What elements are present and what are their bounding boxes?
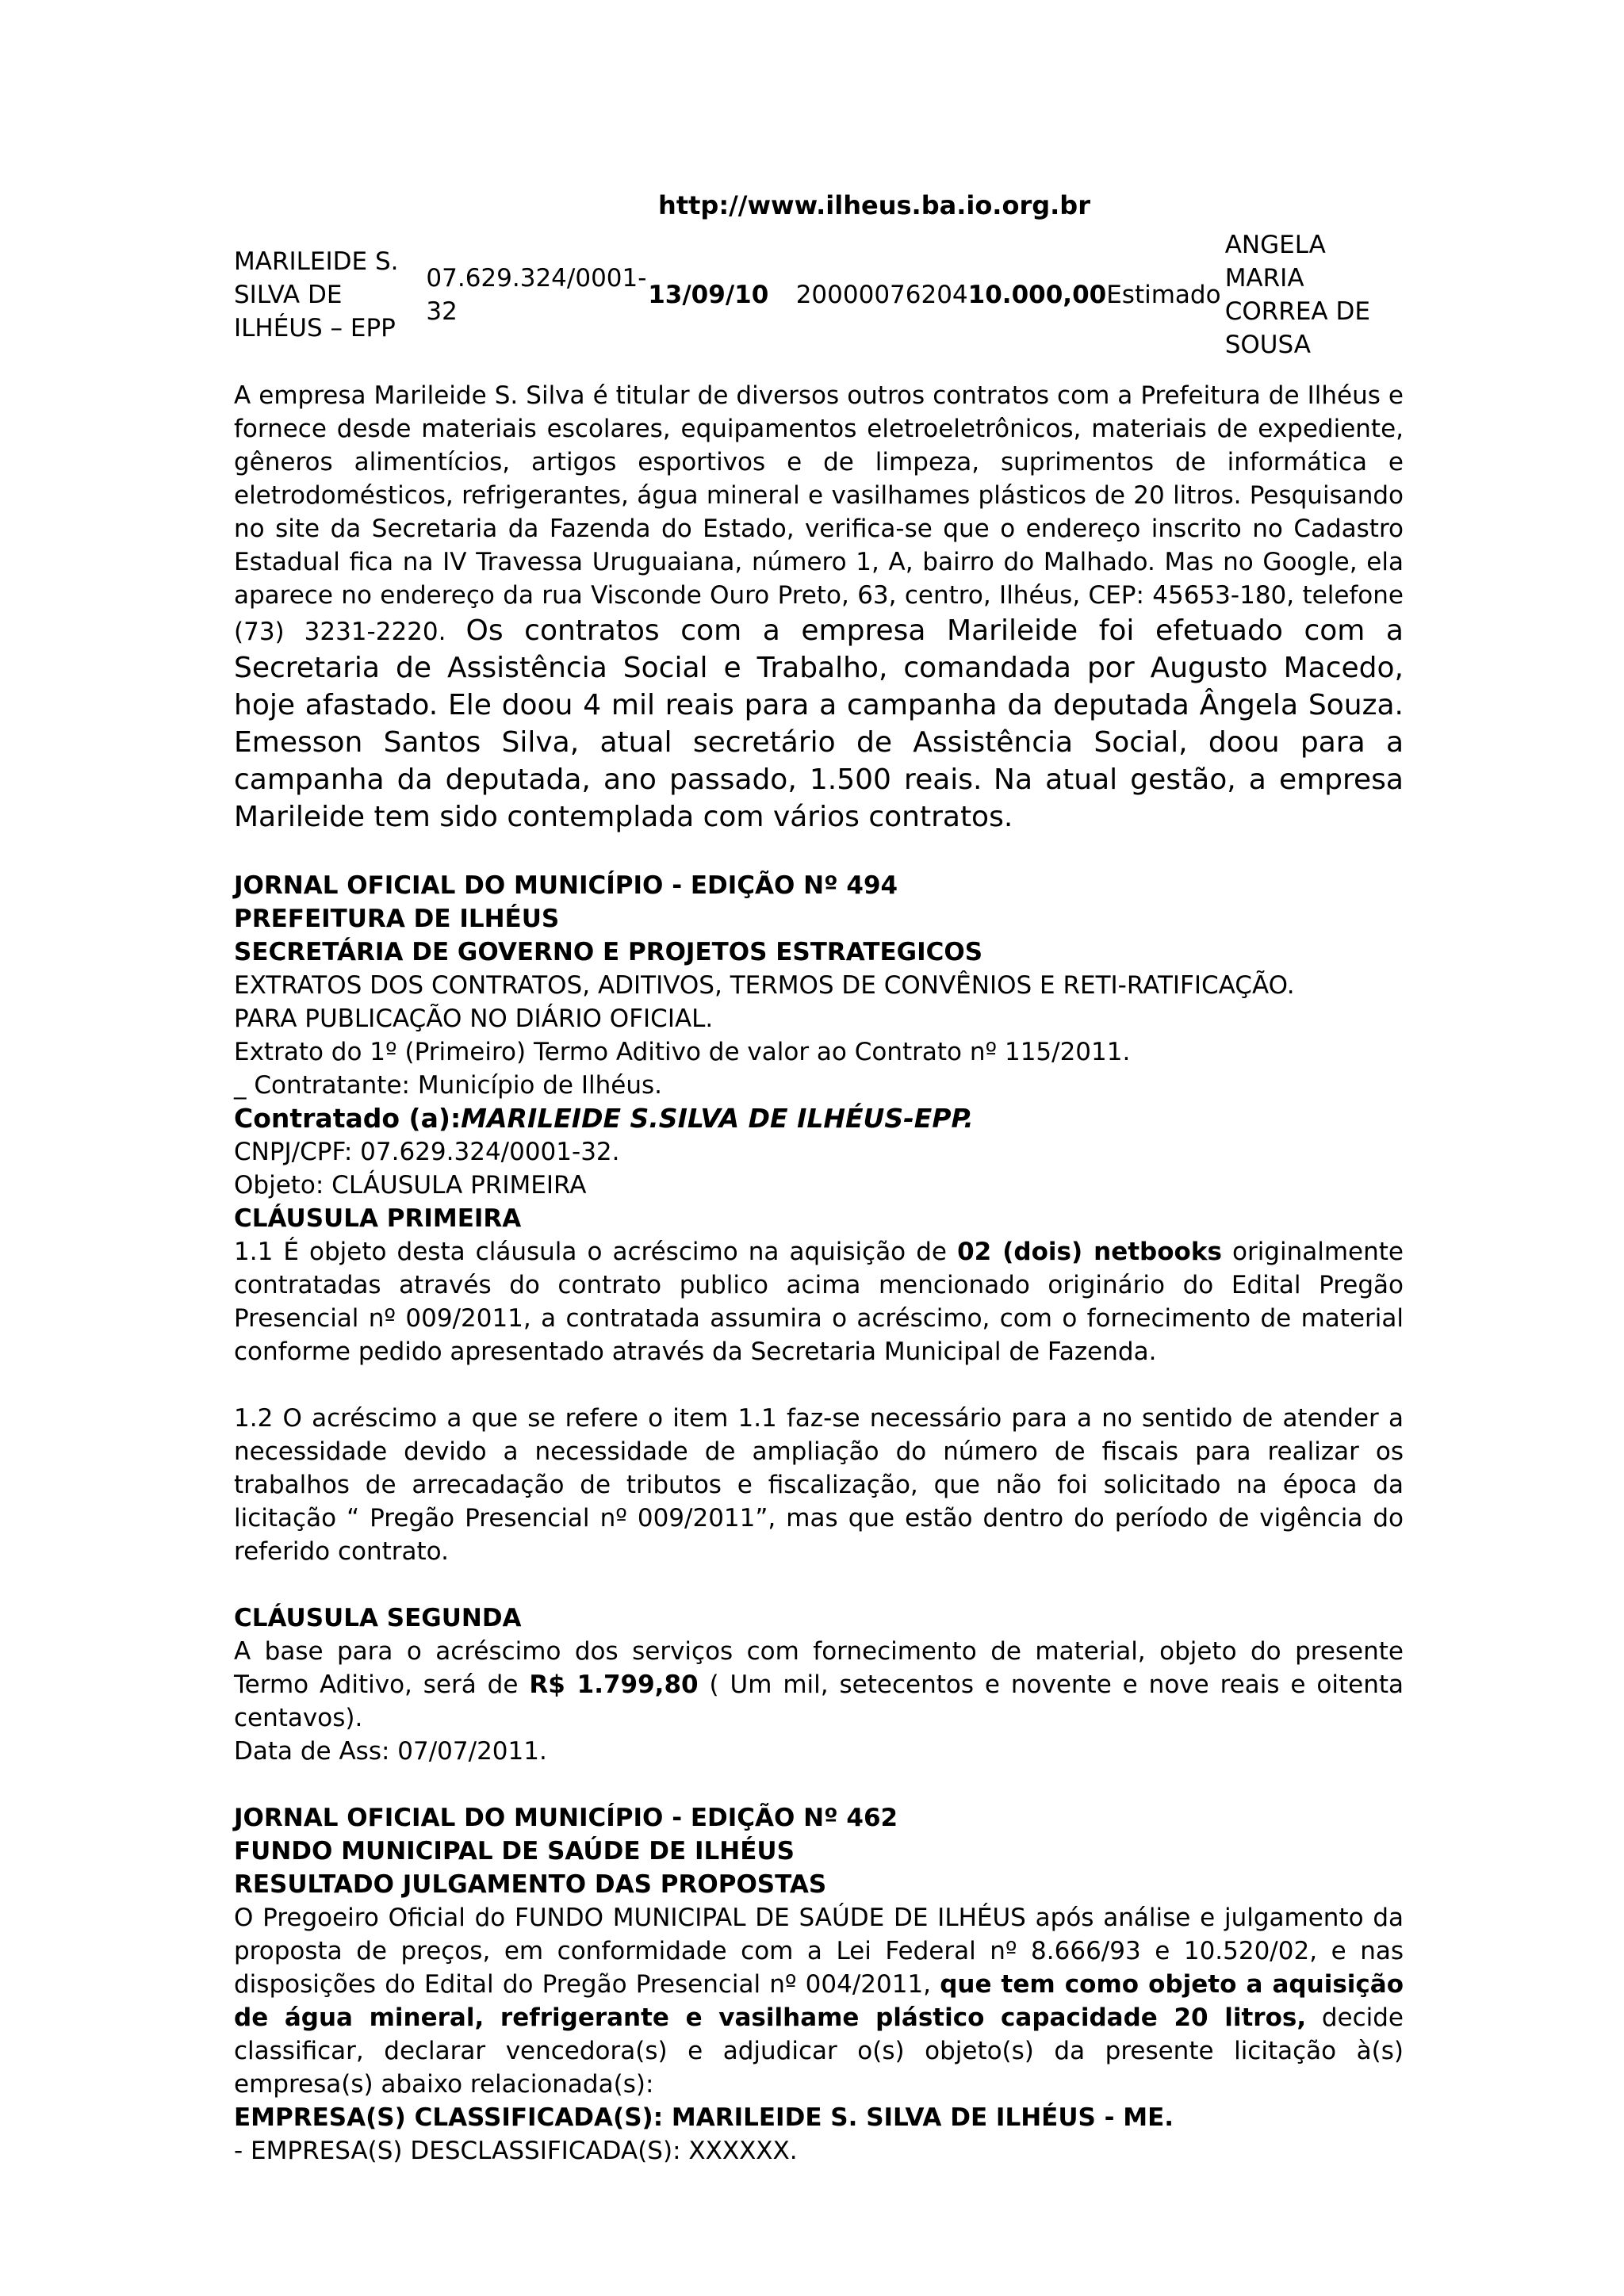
edition-494-contratado: [234, 1102, 1404, 1135]
intro-paragraph: [234, 379, 1404, 836]
number-cell: 20000076204: [795, 281, 968, 309]
clause-1-2: 1.2 O acréscimo a que se refere o item 1.1 faz-se necessário para a no sentido de atender a necessidade devido a necessidade de ampliação do número de fiscais para realizar os trabalhos de arrecadação de tributos e fiscalização, que não foi solicitado na época da licitação “ Pregão Presencial nº 009/2011”, mas que estão dentro do período de vigência do referido contrato.: [234, 1404, 1404, 1566]
edition-462-p-b: que tem como objeto a aquisição de água mineral, refrigerante e vasilhame plástico capacidade 20 litros,: [234, 1970, 1404, 2032]
edition-462-title: JORNAL OFICIAL DO MUNICÍPIO - EDIÇÃO Nº 462: [234, 1804, 898, 1832]
edition-494-line4: _ Contratante: Município de Ilhéus.: [234, 1071, 662, 1100]
edition-494-section: [234, 869, 1404, 1768]
intro-part3: Na atual gestão, a empresa Marileide tem sido contemplada com vários contratos.: [234, 763, 1404, 833]
edition-494-line6: Objeto: CLÁUSULA PRIMEIRA: [234, 1171, 587, 1200]
cnpj-cell: 07.629.324/0001-32: [426, 264, 647, 326]
clause-1-1-c: originalmente contratadas através do contrato publico acima mencionado originário do Edital Pregão Presencial nº 009/2011, a contratada assumira o acréscimo, com o fornecimento de material conforme pedido apresentado através da Secretaria Municipal de Fazenda.: [234, 1238, 1404, 1366]
edition-494-secretaria: SECRETÁRIA DE GOVERNO E PROJETOS ESTRATEGICOS: [234, 938, 983, 966]
edition-494-title: JORNAL OFICIAL DO MUNICÍPIO - EDIÇÃO Nº 494: [234, 871, 898, 900]
edition-462-section: [234, 1801, 1404, 2168]
declassified-companies: - EMPRESA(S) DESCLASSIFICADA(S): XXXXXX.: [234, 2137, 798, 2165]
edition-462-paragraph: [234, 1901, 1404, 2101]
clause-2: [234, 1635, 1404, 1735]
contract-row: [234, 228, 1404, 362]
edition-462-resultado: RESULTADO JULGAMENTO DAS PROPOSTAS: [234, 1870, 827, 1899]
date-cell: 13/09/10: [648, 281, 769, 309]
company-cell: MARILEIDE S. SILVA DE ILHÉUS – EPP: [234, 247, 399, 342]
source-url: http://www.ilheus.ba.io.org.br: [658, 190, 1090, 220]
value-cell: 10.000,00: [967, 281, 1107, 309]
clause-2-amount: R$ 1.799,80: [529, 1670, 699, 1699]
intro-part1: A empresa Marileide S. Silva é titular de diversos outros contratos com a Prefeitura de Ilhéus e fornece desde materiais escolares, equipamentos eletroeletrônicos, materiais de expediente, gêneros alimentícios, artigos esportivos e de limpeza, suprimentos de informática e eletrodomésticos, refrigerantes, água mineral e vasilhames plásticos de 20 litros. Pesquisando no site da Secretaria da Fazenda do Estado, verifica-se que o endereço inscrito no Cadastro Estadual fica na IV Travessa Uruguaiana, número 1, A, bairro do Malhado. Mas no Google, ela aparece no endereço da rua Visconde Ouro Preto, 63, centro, Ilhéus, CEP: 45653-180, telefone (73) 3231-2220.: [234, 381, 1404, 646]
document-page: [234, 190, 1404, 2168]
edition-494-prefeitura: PREFEITURA DE ILHÉUS: [234, 905, 560, 933]
contratado-label: Contratado (a):: [234, 1103, 462, 1134]
donor-cell: ANGELA MARIA CORREA DE SOUSA: [1224, 231, 1370, 359]
clause-1-1-a: 1.1 É objeto desta cláusula o acréscimo na aquisição de: [234, 1238, 958, 1266]
spacer: [234, 1568, 1404, 1601]
classified-companies: EMPRESA(S) CLASSIFICADA(S): MARILEIDE S. SILVA DE ILHÉUS - ME.: [234, 2103, 1174, 2132]
clause-2-a: A base para o acréscimo dos serviços com fornecimento de material, objeto do presente Termo Aditivo, será de: [234, 1637, 1404, 1699]
clause-2-c: ( Um mil, setecentos e novente e nove reais e oitenta centavos).: [234, 1670, 1404, 1732]
spacer: [234, 1368, 1404, 1402]
contratado-name: MARILEIDE S.SILVA DE ILHÉUS-EPP.: [461, 1103, 974, 1134]
clause-2-title: CLÁUSULA SEGUNDA: [234, 1604, 522, 1632]
edition-462-p-c: decide classificar, declarar vencedora(s) e adjudicar o(s) objeto(s) da presente licitação à(s) empresa(s) abaixo relacionada(s):: [234, 2003, 1404, 2099]
clause-2-date: Data de Ass: 07/07/2011.: [234, 1737, 547, 1766]
edition-494-line1: EXTRATOS DOS CONTRATOS, ADITIVOS, TERMOS DE CONVÊNIOS E RETI-RATIFICAÇÃO.: [234, 971, 1295, 1000]
edition-462-fundo: FUNDO MUNICIPAL DE SAÚDE DE ILHÉUS: [234, 1837, 795, 1866]
clause-1-title: CLÁUSULA PRIMEIRA: [234, 1204, 522, 1233]
edition-494-line5: CNPJ/CPF: 07.629.324/0001-32.: [234, 1138, 620, 1166]
clause-1-1: [234, 1235, 1404, 1368]
intro-part2: Os contratos com a empresa Marileide foi efetuado com a Secretaria de Assistência Social e Trabalho, comandada por Augusto Macedo, hoje afastado. Ele doou 4 mil reais para a campanha da deputada Ângela Souza. Emesson Santos Silva, atual secretário de Assistência Social, doou para a campanha da deputada, ano passado, 1.500 reais.: [234, 614, 1404, 796]
type-cell: Estimado: [1106, 281, 1221, 309]
edition-494-line2: PARA PUBLICAÇÃO NO DIÁRIO OFICIAL.: [234, 1004, 714, 1033]
edition-494-line3: Extrato do 1º (Primeiro) Termo Aditivo de valor ao Contrato nº 115/2011.: [234, 1038, 1131, 1066]
edition-462-p-a: O Pregoeiro Oficial do FUNDO MUNICIPAL DE SAÚDE DE ILHÉUS após análise e julgamento da proposta de preços, em conformidade com a Lei Federal nº 8.666/93 e 10.520/02, e nas disposições do Edital do Pregão Presencial nº 004/2011,: [234, 1904, 1404, 1999]
clause-1-1-b: 02 (dois) netbooks: [957, 1238, 1222, 1266]
